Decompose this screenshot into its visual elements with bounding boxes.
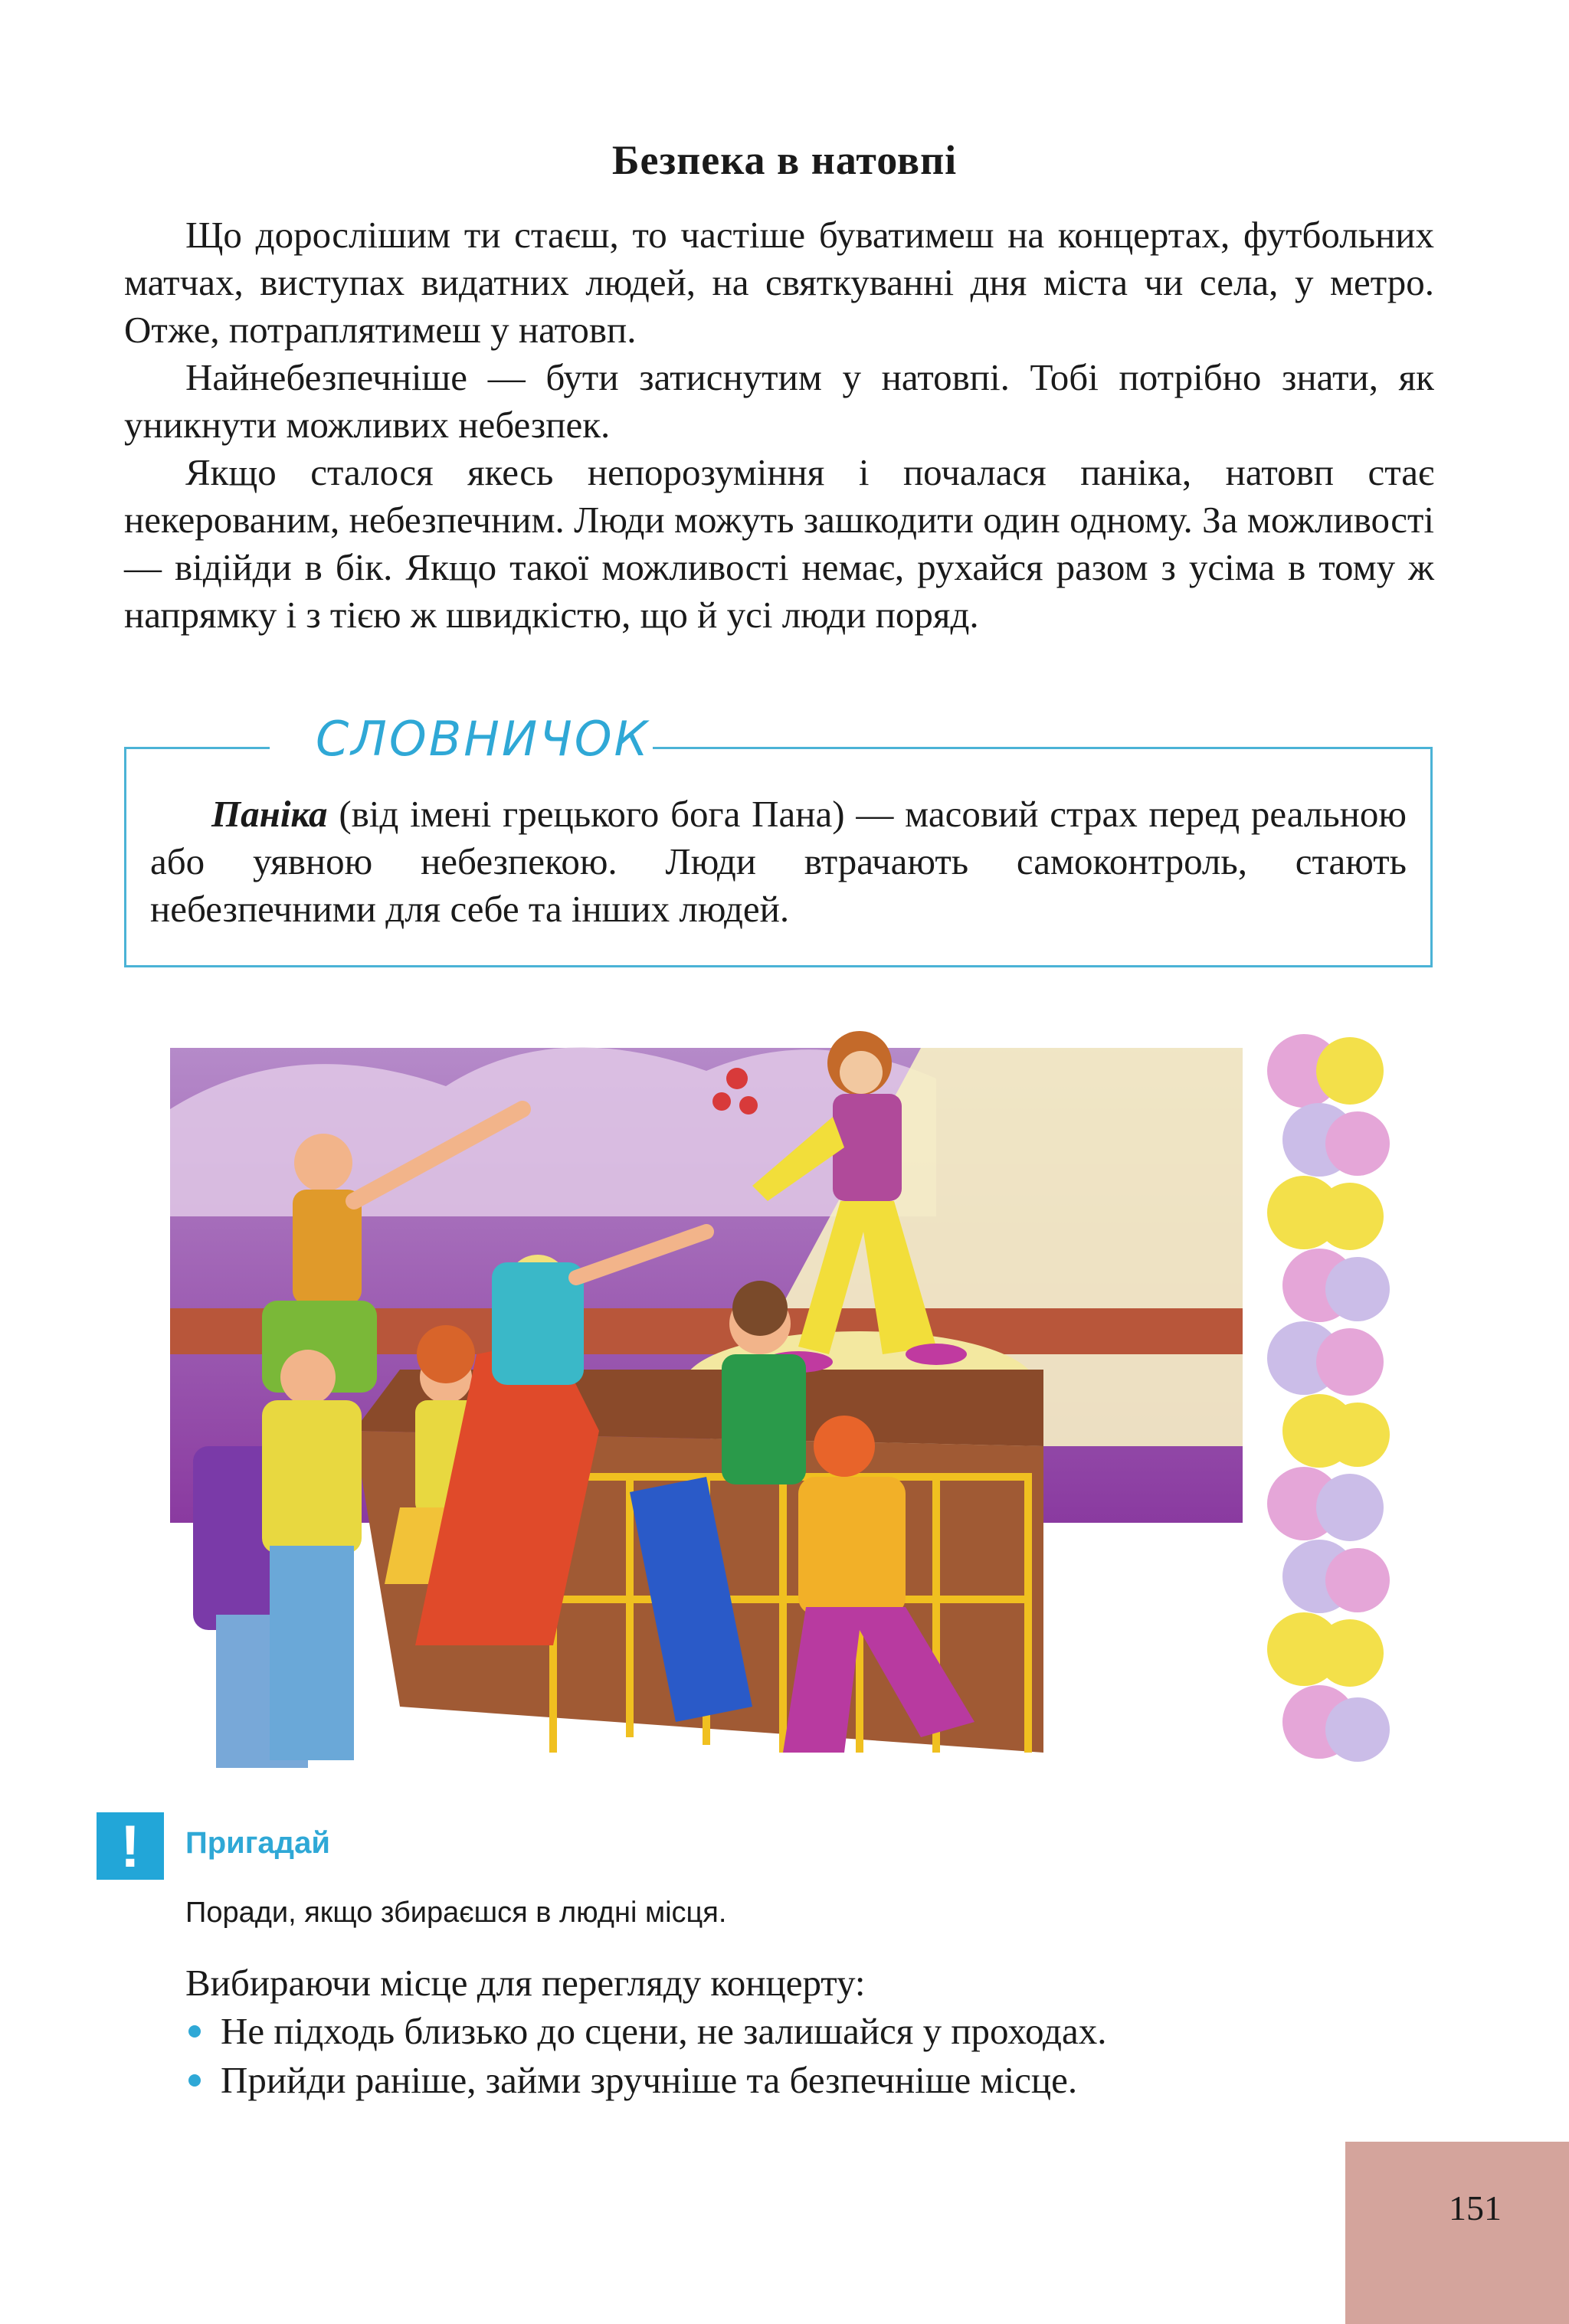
paragraph-3: Якщо сталося якесь непорозуміння і почалася паніка, натовп стає некерованим, небезпечним. Люди можуть зашкодити один одному. За можливості — відійди в бік. Якщо такої можливості немає, рухайся разом з усіма в тому ж напрямку і з тією ж швидкістю, що й усі люди поряд. (124, 451, 1434, 636)
paragraph-2: Найнебезпечніше — бути затиснутим у натовпі. Тобі потрібно знати, як уникнути можливих небезпек. (124, 356, 1434, 446)
tip-text: Не підходь близько до сцени, не залишайся у проходах. (221, 2010, 1107, 2052)
glossary-term: Паніка (211, 793, 328, 835)
concert-intro: Вибираючи місце для перегляду концерту: (185, 1962, 866, 2004)
concert-tips-list (185, 2007, 1106, 2105)
bullet-dot-icon (188, 2074, 201, 2087)
page-number-tab (1345, 2142, 1569, 2324)
list-item (185, 2007, 1106, 2056)
paragraph-1: Що дорослішим ти стаєш, то частіше буватимеш на концертах, футбольних матчах, виступах видатних людей, на святкуванні дня міста чи села, у метро. Отже, потраплятимеш у натовп. (124, 214, 1434, 351)
bullet-dot-icon (188, 2025, 201, 2038)
list-item (185, 2056, 1106, 2105)
remember-label: Пригадай (185, 1826, 330, 1860)
glossary-definition-text: (від імені грецького бога Пана) — масовий страх перед реальною або уявною небезпекою. Люди втрачають самоконтроль, стають небезпечними для себе та інших людей. (150, 793, 1407, 930)
page-number: 151 (1449, 2188, 1502, 2227)
page-title: Безпека в натовпі (611, 137, 958, 183)
remember-advice: Поради, якщо збираєшся в людні місця. (185, 1897, 727, 1929)
glossary-title: СЛОВНИЧОК (316, 711, 650, 767)
glossary-definition (150, 790, 1407, 933)
tip-text: Прийди раніше, займи зручніше та безпечніше місце. (221, 2059, 1078, 2101)
concert-crowd-illustration (124, 1017, 1396, 1783)
exclamation-icon: ! (97, 1812, 164, 1880)
